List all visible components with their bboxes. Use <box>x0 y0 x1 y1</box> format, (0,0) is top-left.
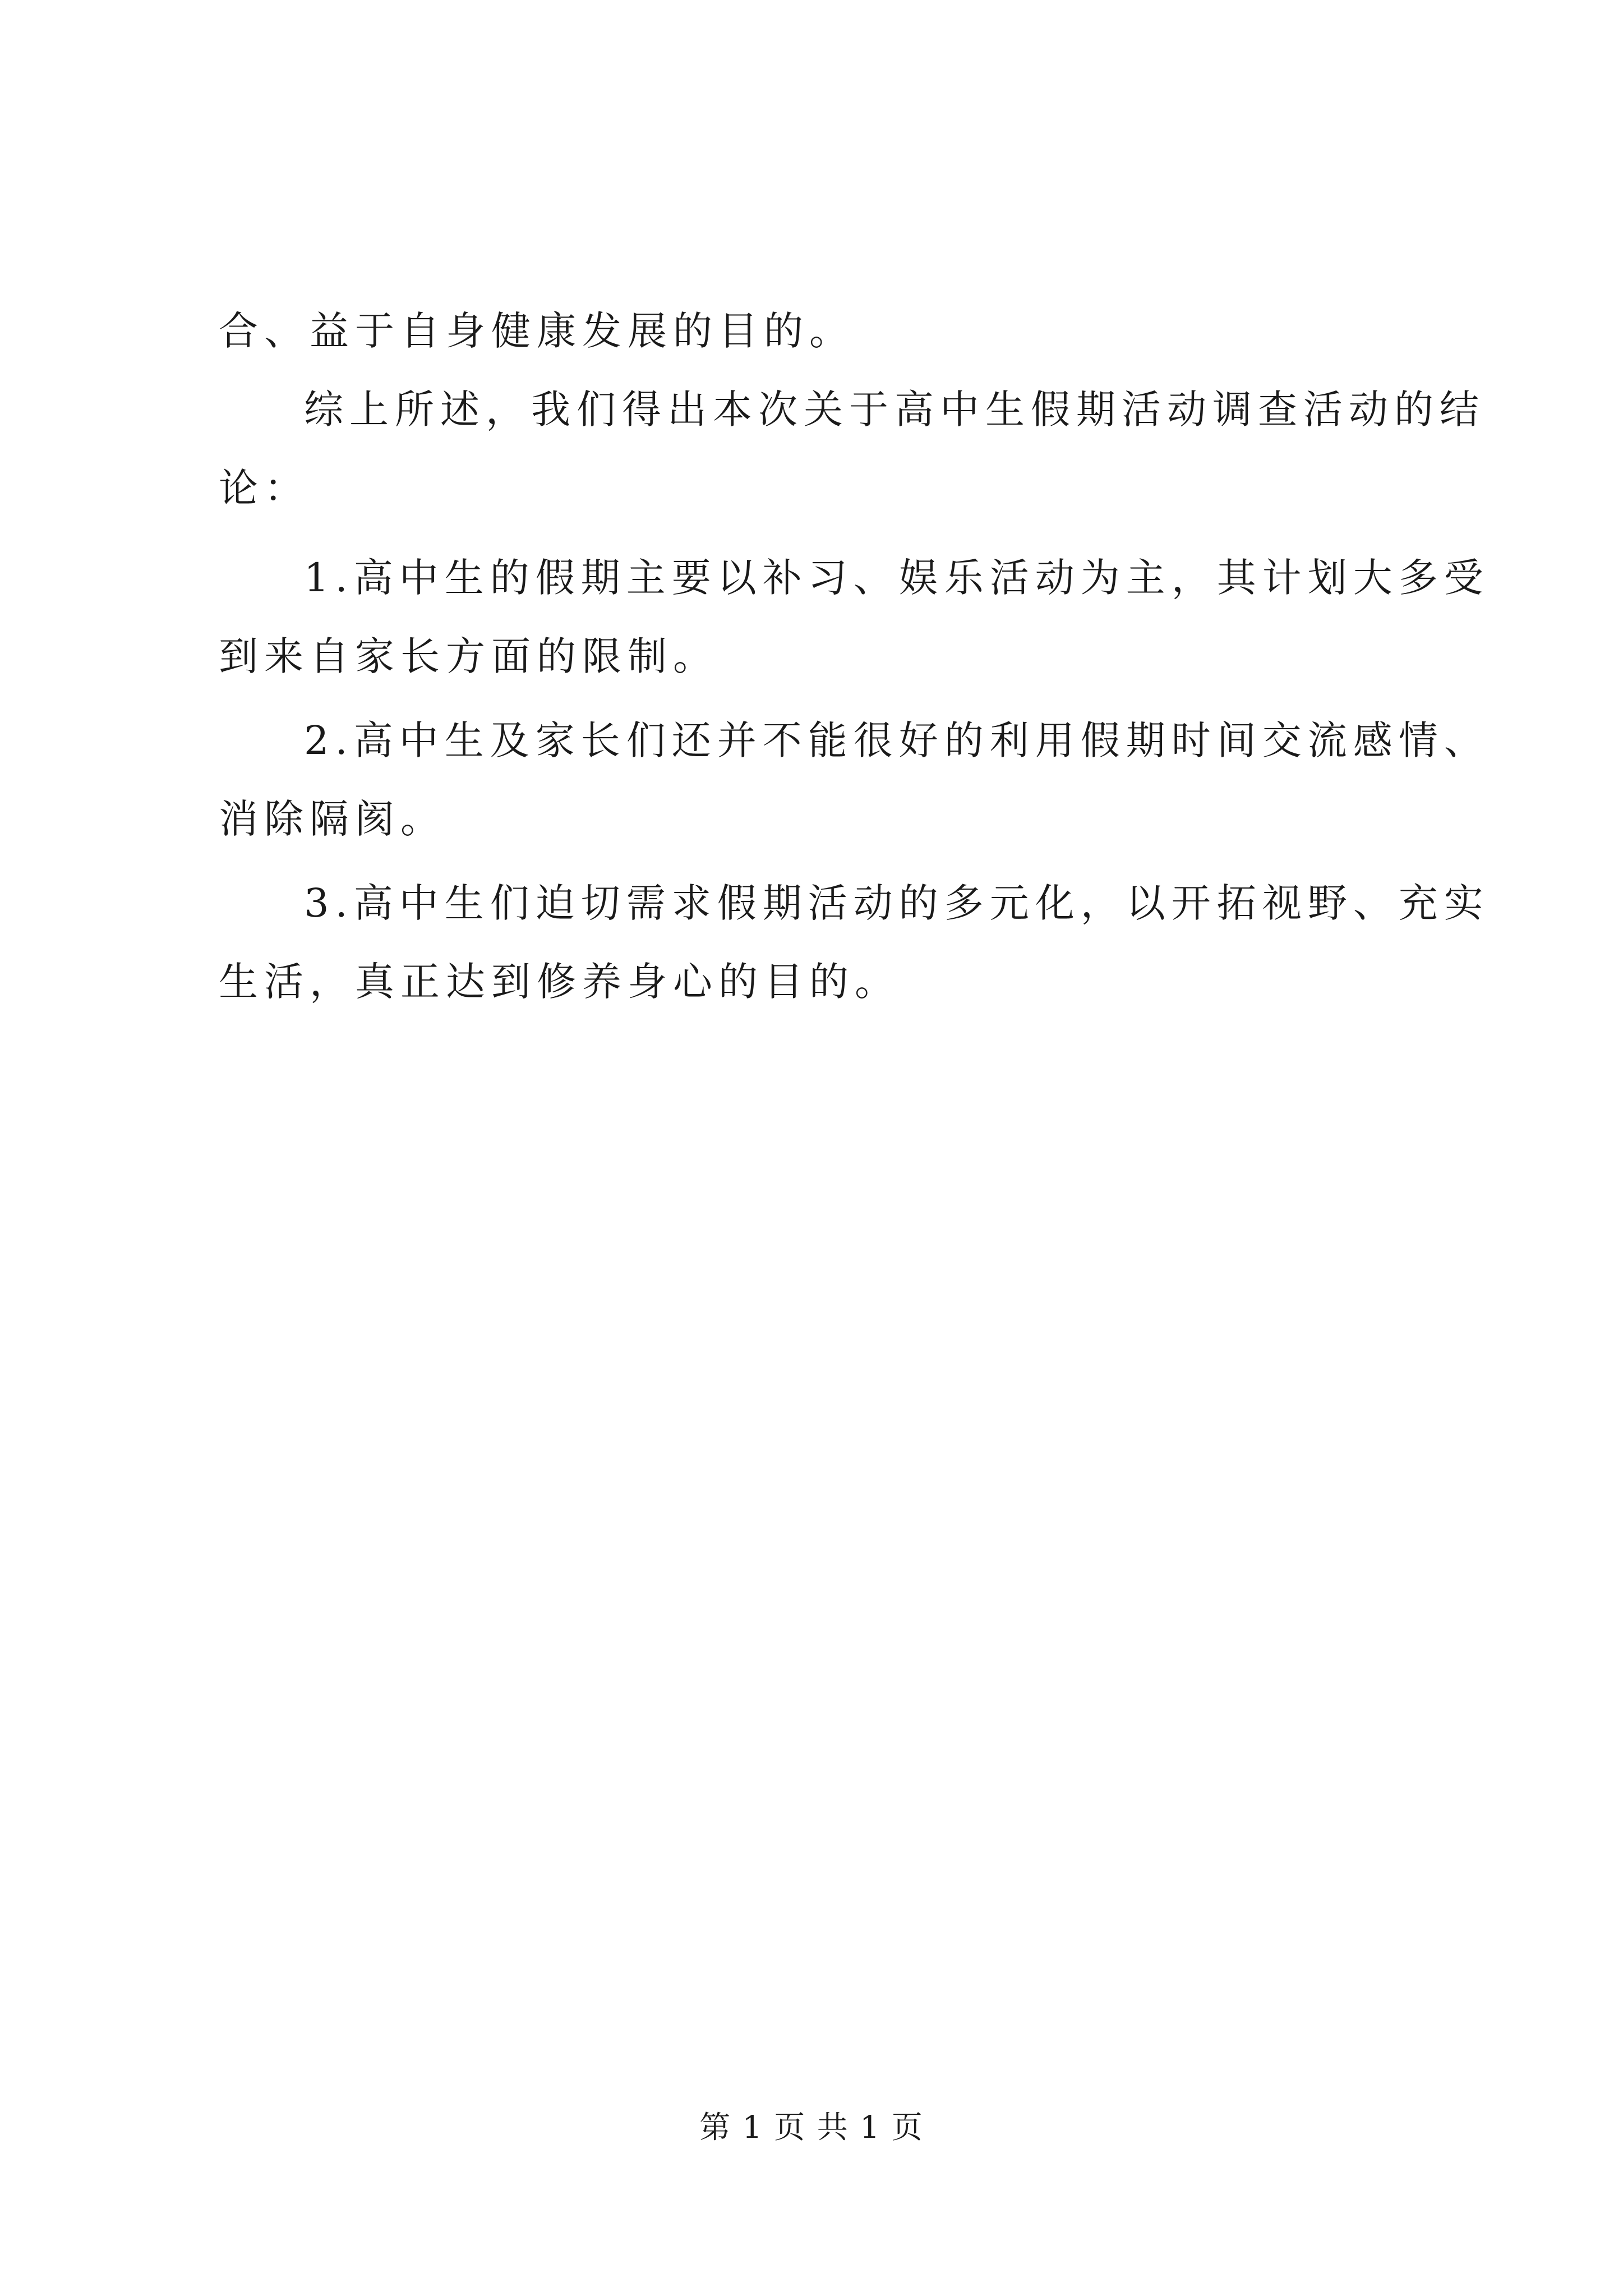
text-line-conclusion-1: 1.高中生的假期主要以补习、娱乐活动为主，其计划大多受 <box>304 555 1490 601</box>
page-footer: 第 1 页 共 1 页 <box>699 2109 924 2145</box>
text-line-conclusion-1-end: 到来自家长方面的限制。 <box>219 633 718 679</box>
text-line-conclusion-2-end: 消除隔阂。 <box>219 796 446 842</box>
text-line-conclusion-2: 2.高中生及家长们还并不能很好的利用假期时间交流感情、 <box>304 717 1490 763</box>
text-line-continuation: 合、益于自身健康发展的目的。 <box>219 308 855 354</box>
text-line-conclusion-3: 3.高中生们迫切需求假期活动的多元化，以开拓视野、充实 <box>304 880 1490 926</box>
text-line-summary-end: 论： <box>219 465 310 511</box>
text-line-summary: 综上所述，我们得出本次关于高中生假期活动调查活动的结 <box>304 386 1485 432</box>
text-line-conclusion-3-end: 生活，真正达到修养身心的目的。 <box>219 959 900 1005</box>
